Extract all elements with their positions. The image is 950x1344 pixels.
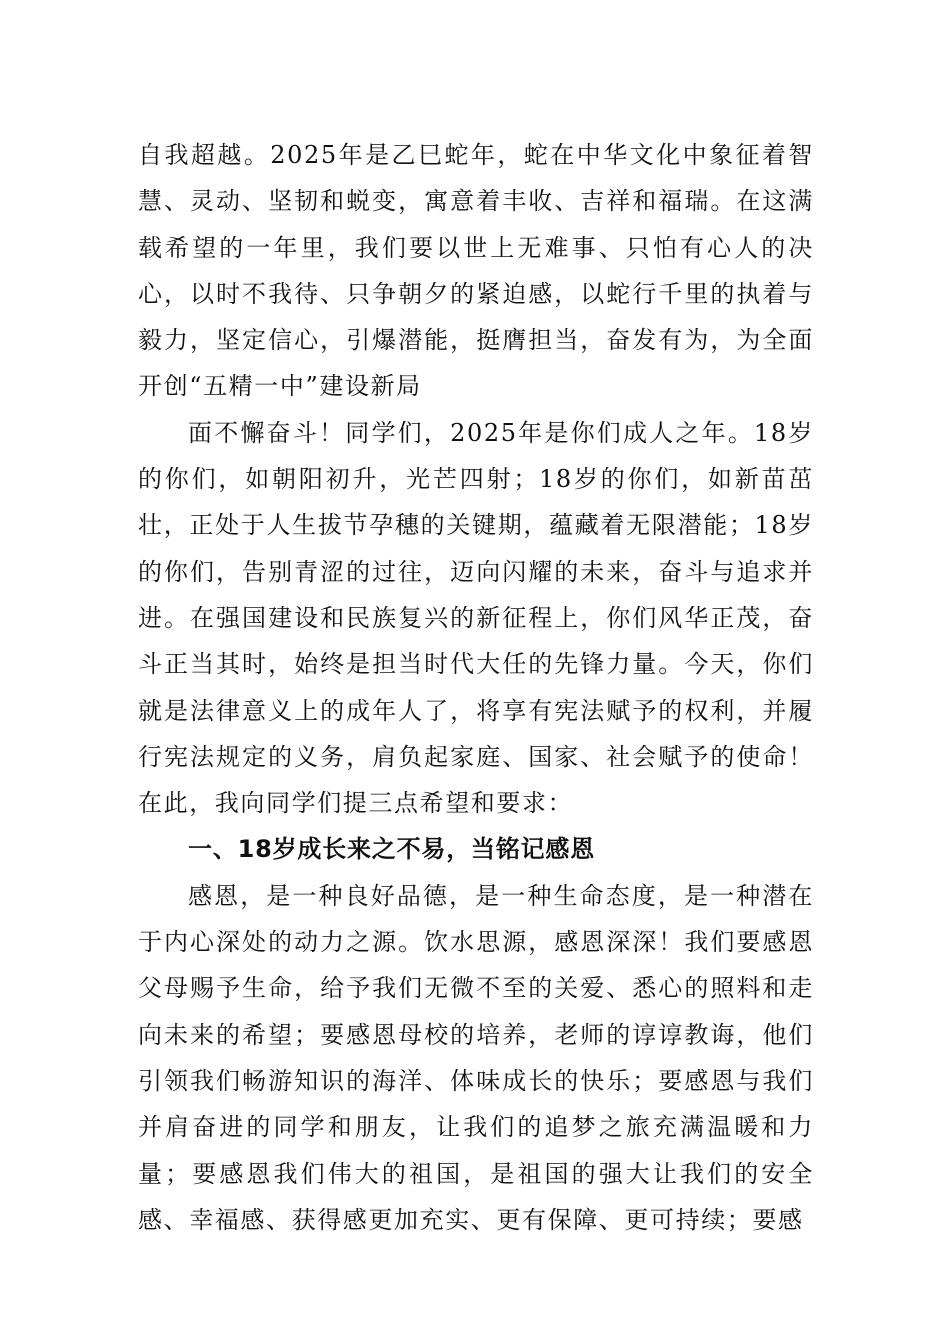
paragraph-3: 感恩，是一种良好品德，是一种生命态度，是一种潜在于内心深处的动力之源。饮水思源，感恩深深！我们要感恩父母赐予生命，给予我们无微不至的关爱、悉心的照料和走向未来的希望；要感恩母校的培养，老师的谆谆教诲，他们引领我们畅游知识的海洋、体味成长的快乐；要感恩与我们并肩奋进的同学和朋友，让我们的追梦之旅充满温暖和力量；要感恩我们伟大的祖国，是祖国的强大让我们的安全感、幸福感、获得感更加充实、更有保障、更可持续；要感 [138, 881, 814, 1234]
section-heading-1: 一、18岁成长来之不易，当铭记感恩 [188, 835, 595, 864]
paragraph-2: 面不懈奋斗！同学们，2025年是你们成人之年。18岁的你们，如朝阳初升，光芒四射；18岁的你们，如新苗茁壮，正处于人生拔节孕穗的关键期，蕴藏着无限潜能；18岁的你们，告别青涩的过往，迈向闪耀的未来，奋斗与追求并进。在强国建设和民族复兴的新征程上，你们风华正茂，奋斗正当其时，始终是担当时代大任的先锋力量。今天，你们就是法律意义上的成年人了，将享有宪法赋予的权利，并履行宪法规定的义务，肩负起家庭、国家、社会赋予的使命！在此，我向同学们提三点希望和要求： [138, 418, 814, 818]
document-body [138, 132, 814, 1243]
paragraph-1: 自我超越。2025年是乙巳蛇年，蛇在中华文化中象征着智慧、灵动、坚韧和蜕变，寓意着丰收、吉祥和福瑞。在这满载希望的一年里，我们要以世上无难事、只怕有心人的决心，以时不我待、只争朝夕的紧迫感，以蛇行千里的执着与毅力，坚定信心，引爆潜能，挺膺担当，奋发有为，为全面开创“五精一中”建设新局 [138, 141, 814, 401]
